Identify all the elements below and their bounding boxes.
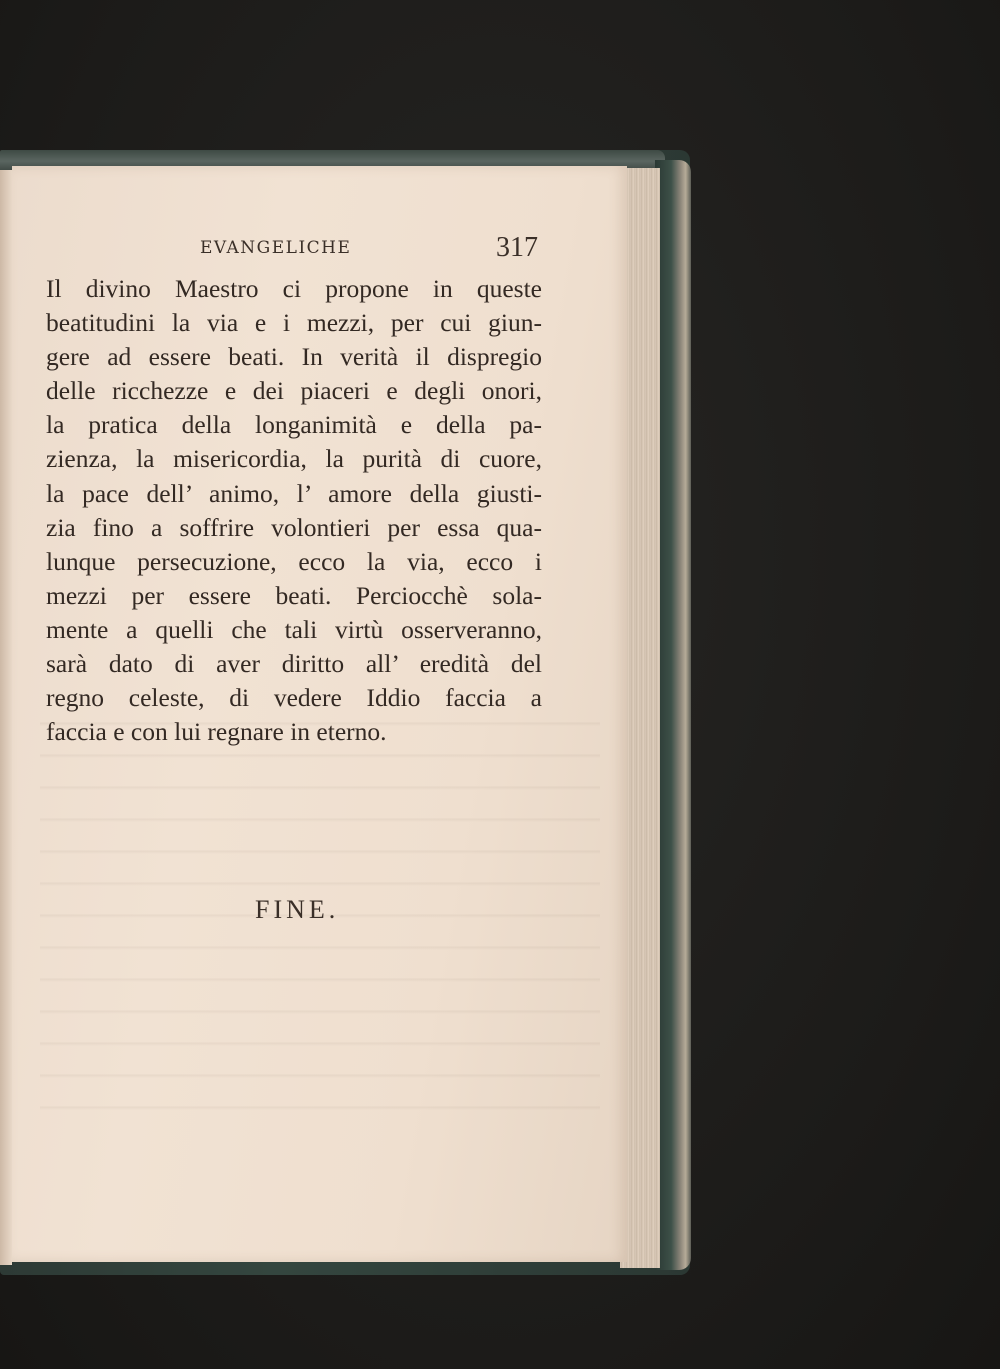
text-line: gere ad essere beati. In verità il dispregio [46,342,542,372]
text-line: mente a quelli che tali virtù osserveranno, [46,614,542,644]
text-line: la pace dell’ animo, l’ amore della giusti- [46,478,542,508]
text-line: zienza, la misericordia, la purità di cuore, [46,444,542,474]
text-line: mezzi per essere beati. Perciocchè sola- [46,580,542,610]
text-line: regno celeste, di vedere Iddio faccia a [46,683,542,713]
text-line: Il divino Maestro ci propone in queste [46,274,542,303]
end-mark: FINE. [255,895,340,924]
text-line: zia fino a soffrire volontieri per essa qua- [46,512,542,542]
text-line: la pratica della longanimità e della pa- [46,410,542,440]
text-line: faccia e con lui regnare in eterno. [46,717,387,747]
facing-page-edge [0,170,12,1265]
text-line: delle ricchezze e dei piaceri e degli onori, [46,376,542,406]
page-header [200,232,540,266]
book-spine-edge [655,160,691,1270]
page-number: 317 [496,232,538,263]
running-head: EVANGELICHE [200,238,352,258]
text-line: beatitudini la via e i mezzi, per cui giun- [46,308,542,338]
text-line: sarà dato di aver diritto all’ eredità del [46,649,542,679]
body-paragraph [46,272,542,749]
text-line: lunque persecuzione, ecco la via, ecco i [46,546,542,576]
